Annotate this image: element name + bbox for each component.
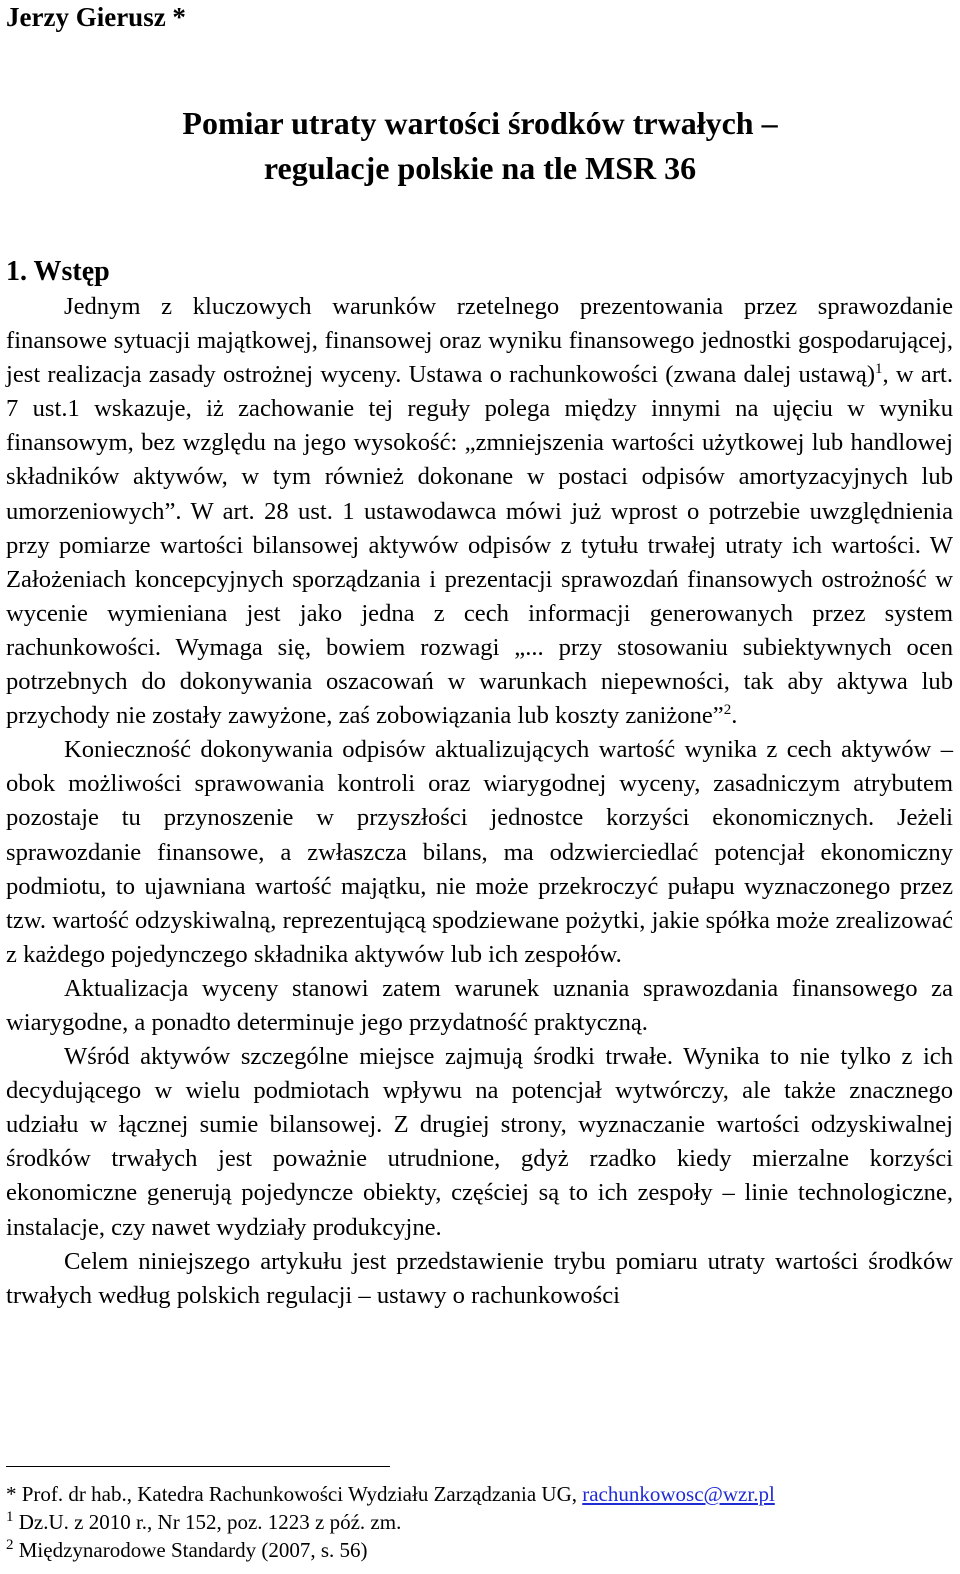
paragraph-4: Wśród aktywów szczególne miejsce zajmują środki trwałe. Wynika to nie tylko z ich decydującego w wielu podmiotach wpływu na potencjał wytwórczy, ale także znacznego udziału w łącznej sumie bilansowej. Z drugiej strony, wyznaczanie wartości odzyskiwalnej środków trwałych jest poważnie utrudnione, gdyż rzadko kiedy mierzalne korzyści ekonomiczne generują pojedyncze obiekty, częściej są to ich zespoły – linie technologiczne, instalacje, czy nawet wydziały produkcyjne. xyxy=(6,1043,953,1241)
email-link[interactable]: rachunkowosc@wzr.pl xyxy=(582,1482,775,1506)
title-line-2: regulacje polskie na tle MSR 36 xyxy=(263,150,697,186)
title-line-1: Pomiar utraty wartości środków trwałych – xyxy=(182,105,778,141)
footnote-1-text: Dz.U. z 2010 r., Nr 152, poz. 1223 z póź. zm. xyxy=(13,1510,402,1534)
footnote-separator xyxy=(6,1466,390,1467)
section-heading: 1. Wstęp xyxy=(6,256,110,287)
author-name: Jerzy Gierusz * xyxy=(6,2,186,32)
footnote-2-text: Międzynarodowe Standardy (2007, s. 56) xyxy=(13,1538,368,1562)
paragraph-1-part-a: Jednym z kluczowych warunków rzetelnego prezentowania przez sprawozdanie finansowe sytuacji majątkowej, finansowej oraz wyniku finansowego jednostki gospodarującej, jest realizacja zasady ostrożnej wyceny. Ustawa o rachunkowości (zwana dalej ustawą) xyxy=(6,293,953,389)
footnote-ref-1: 1 xyxy=(875,361,883,377)
paragraph-2: Konieczność dokonywania odpisów aktualizujących wartość wynika z cech aktywów – obok możliwości sprawowania kontroli oraz wiarygodnej wyceny, zasadniczym atrybutem pozostaje tu przynoszenie w przyszłości jednostce korzyści ekonomicznych. Jeżeli sprawozdanie finansowe, a zwłaszcza bilans, ma odzwierciedlać potencjał ekonomiczny podmiotu, to ujawniana wartość majątku, nie może przekroczyć pułapu wyznaczonego przez tzw. wartość odzyskiwalną, reprezentującą spodziewane pożytki, jakie spółka może zrealizować z każdego pojedynczego składnika aktywów lub ich zespołów. xyxy=(6,736,953,968)
paragraph-1-part-c: . xyxy=(731,702,738,730)
footnote-author xyxy=(6,1480,775,1508)
paragraph-3: Aktualizacja wyceny stanowi zatem warunek uznania sprawozdania finansowego za wiarygodne, a ponadto determinuje jego przydatność praktyczną. xyxy=(6,974,953,1036)
footnote-1 xyxy=(6,1508,775,1536)
paragraph-5: Celem niniejszego artykułu jest przedstawienie trybu pomiaru utraty wartości środków trwałych według polskich regulacji – ustawy o rachunkowości xyxy=(6,1247,953,1309)
footnote-2 xyxy=(6,1536,775,1564)
footnotes xyxy=(6,1480,775,1564)
paragraph-1-part-b: , w art. 7 ust.1 wskazuje, iż zachowanie tej reguły polega między innymi na ujęciu w wyniku finansowym, bez względu na jego wysokość: „zmniejszenia wartości użytkowej lub handlowej składników aktywów, w tym również dokonane w postaci odpisów amortyzacyjnych lub umorzeniowych”. W art. 28 ust. 1 ustawodawca mówi już wprost o potrzebie uwzględnienia przy pomiarze wartości bilansowej aktywów odpisów z tytułu trwałej utraty ich wartości. W Założeniach koncepcyjnych sporządzania i prezentacji sprawozdań finansowych ostrożność w wycenie wymieniana jest jako jedna z cech informacji generowanych przez system rachunkowości. Wymaga się, bowiem rozwagi „... przy stosowaniu subiektywnych ocen potrzebnych do dokonywania oszacowań w warunkach niepewności, tak aby aktywa lub przychody nie zostały zawyżone, zaś zobowiązania lub koszty zaniżone” xyxy=(6,361,953,730)
footnote-2-mark: 2 xyxy=(6,1537,14,1553)
article-body xyxy=(6,290,953,1313)
paragraph-1 xyxy=(6,290,953,733)
footnote-author-text: * Prof. dr hab., Katedra Rachunkowości Wydziału Zarządzania UG, xyxy=(6,1482,583,1506)
footnote-1-mark: 1 xyxy=(6,1509,14,1525)
footnote-ref-2: 2 xyxy=(723,701,732,718)
article-title xyxy=(0,101,960,191)
